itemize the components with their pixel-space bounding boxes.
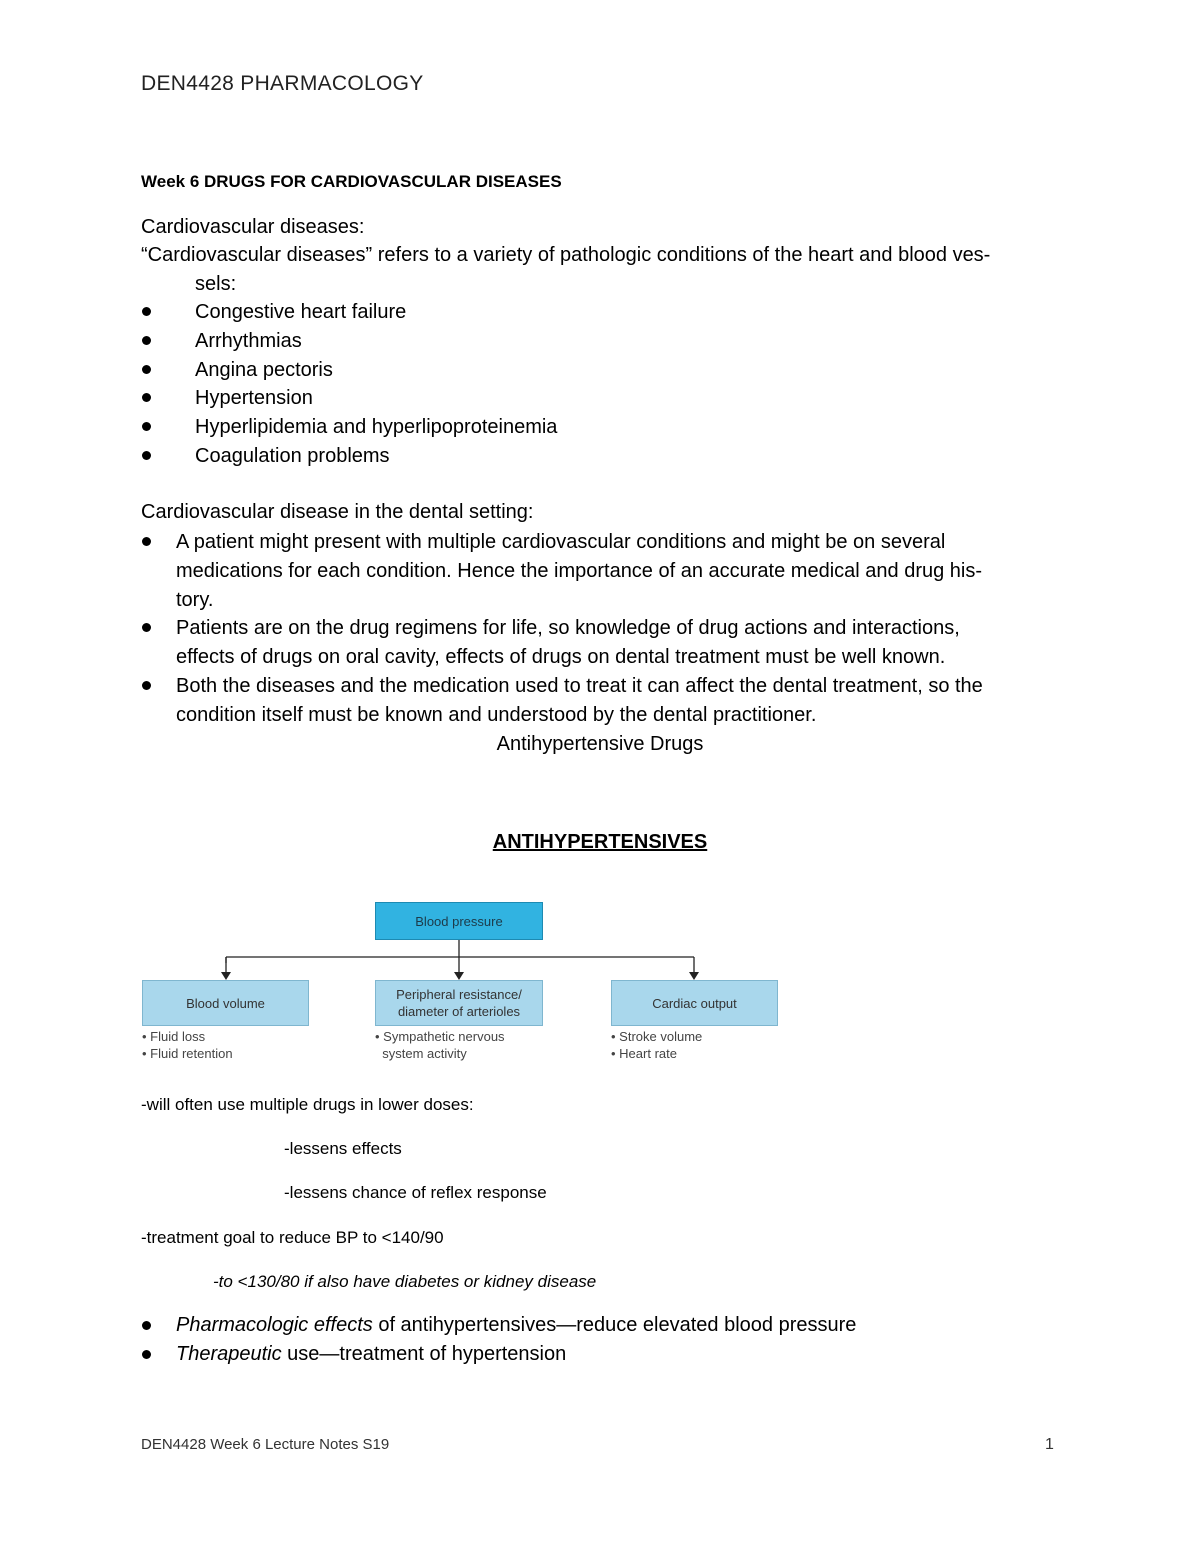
dental-bullet3-line2: condition itself must be known and understood by the dental practitioner. <box>176 704 817 726</box>
diagram-peripheral-resistance-box <box>375 980 543 1026</box>
cv-item: Congestive heart failure <box>195 301 407 323</box>
final-bullet-italic: Pharmacologic effects <box>176 1314 373 1336</box>
diagram-blood-volume-note: • Fluid retention <box>142 1046 233 1061</box>
week-title: Week 6 DRUGS FOR CARDIOVASCULAR DISEASES <box>141 172 562 191</box>
final-bullet-rest: of antihypertensives—reduce elevated blood pressure <box>372 1314 857 1336</box>
diagram-peripheral-note: • Sympathetic nervous <box>375 1029 505 1044</box>
diagram-blood-pressure-label: Blood pressure <box>415 913 503 929</box>
page-footer: DEN4428 Week 6 Lecture Notes S19 <box>141 1436 390 1453</box>
note-multiple-drugs: -will often use multiple drugs in lower doses: <box>141 1095 474 1114</box>
note-treatment-goal: -treatment goal to reduce BP to <140/90 <box>141 1228 444 1247</box>
final-bullet-rest: use—treatment of hypertension <box>281 1343 567 1365</box>
diagram-cardiac-output-note: • Heart rate <box>611 1046 677 1061</box>
bullet-icon <box>142 1350 151 1359</box>
dental-heading: Cardiovascular disease in the dental setting: <box>141 501 534 523</box>
arrowhead-right-icon <box>689 972 699 980</box>
cv-heading: Cardiovascular diseases: <box>141 216 365 238</box>
dental-bullet1-line1: A patient might present with multiple cardiovascular conditions and might be on several <box>176 531 946 553</box>
note-lessens-effects: -lessens effects <box>284 1139 402 1158</box>
diagram-peripheral-note: system activity <box>375 1046 467 1061</box>
page-number: 1 <box>1045 1436 1054 1453</box>
document-header: DEN4428 PHARMACOLOGY <box>141 72 424 95</box>
diagram-cardiac-output-label: Cardiac output <box>652 995 737 1011</box>
arrowhead-left-icon <box>221 972 231 980</box>
bullet-icon <box>142 1321 151 1330</box>
dental-bullet2-line1: Patients are on the drug regimens for life, so knowledge of drug actions and interactions, <box>176 617 960 639</box>
diagram-blood-pressure-box <box>375 902 543 940</box>
dental-bullet1-line2: medications for each condition. Hence the importance of an accurate medical and drug his- <box>176 560 983 582</box>
final-bullet-pharmacologic <box>176 1311 856 1340</box>
final-bullet-therapeutic <box>176 1340 566 1369</box>
cv-item: Hypertension <box>195 387 313 409</box>
diagram-blood-volume-box <box>142 980 309 1026</box>
note-lessens-reflex: -lessens chance of reflex response <box>284 1183 547 1202</box>
dental-bullet1-line3: tory. <box>176 589 214 611</box>
antihypertensives-title-text: ANTIHYPERTENSIVES <box>492 831 708 853</box>
cv-intro-line1: “Cardiovascular diseases” refers to a variety of pathologic conditions of the heart and blood ves- <box>141 244 991 266</box>
note-diabetes-goal: -to <130/80 if also have diabetes or kidney disease <box>213 1272 597 1291</box>
final-bullet-italic: Therapeutic <box>176 1343 282 1365</box>
diagram-cardiac-output-note: • Stroke volume <box>611 1029 703 1044</box>
diagram-peripheral-label-line2: diameter of arterioles <box>397 1004 521 1019</box>
cv-item: Coagulation problems <box>195 445 390 467</box>
cv-item: Angina pectoris <box>195 359 333 381</box>
dental-bullet3-line1: Both the diseases and the medication used to treat it can affect the dental treatment, so the <box>176 675 983 697</box>
cv-item: Arrhythmias <box>195 330 302 352</box>
diagram-peripheral-label-line1: Peripheral resistance/ <box>396 987 522 1002</box>
dental-bullet2-line2: effects of drugs on oral cavity, effects of drugs on dental treatment must be well known. <box>176 646 946 668</box>
arrowhead-middle-icon <box>454 972 464 980</box>
diagram-cardiac-output-box <box>611 980 778 1026</box>
diagram-blood-volume-label: Blood volume <box>186 995 265 1011</box>
diagram-blood-volume-note: • Fluid loss <box>142 1029 206 1044</box>
cv-intro-line2: sels: <box>195 273 237 295</box>
cv-item: Hyperlipidemia and hyperlipoproteinemia <box>195 416 558 438</box>
antihypertensive-drugs-caption: Antihypertensive Drugs <box>496 733 704 755</box>
